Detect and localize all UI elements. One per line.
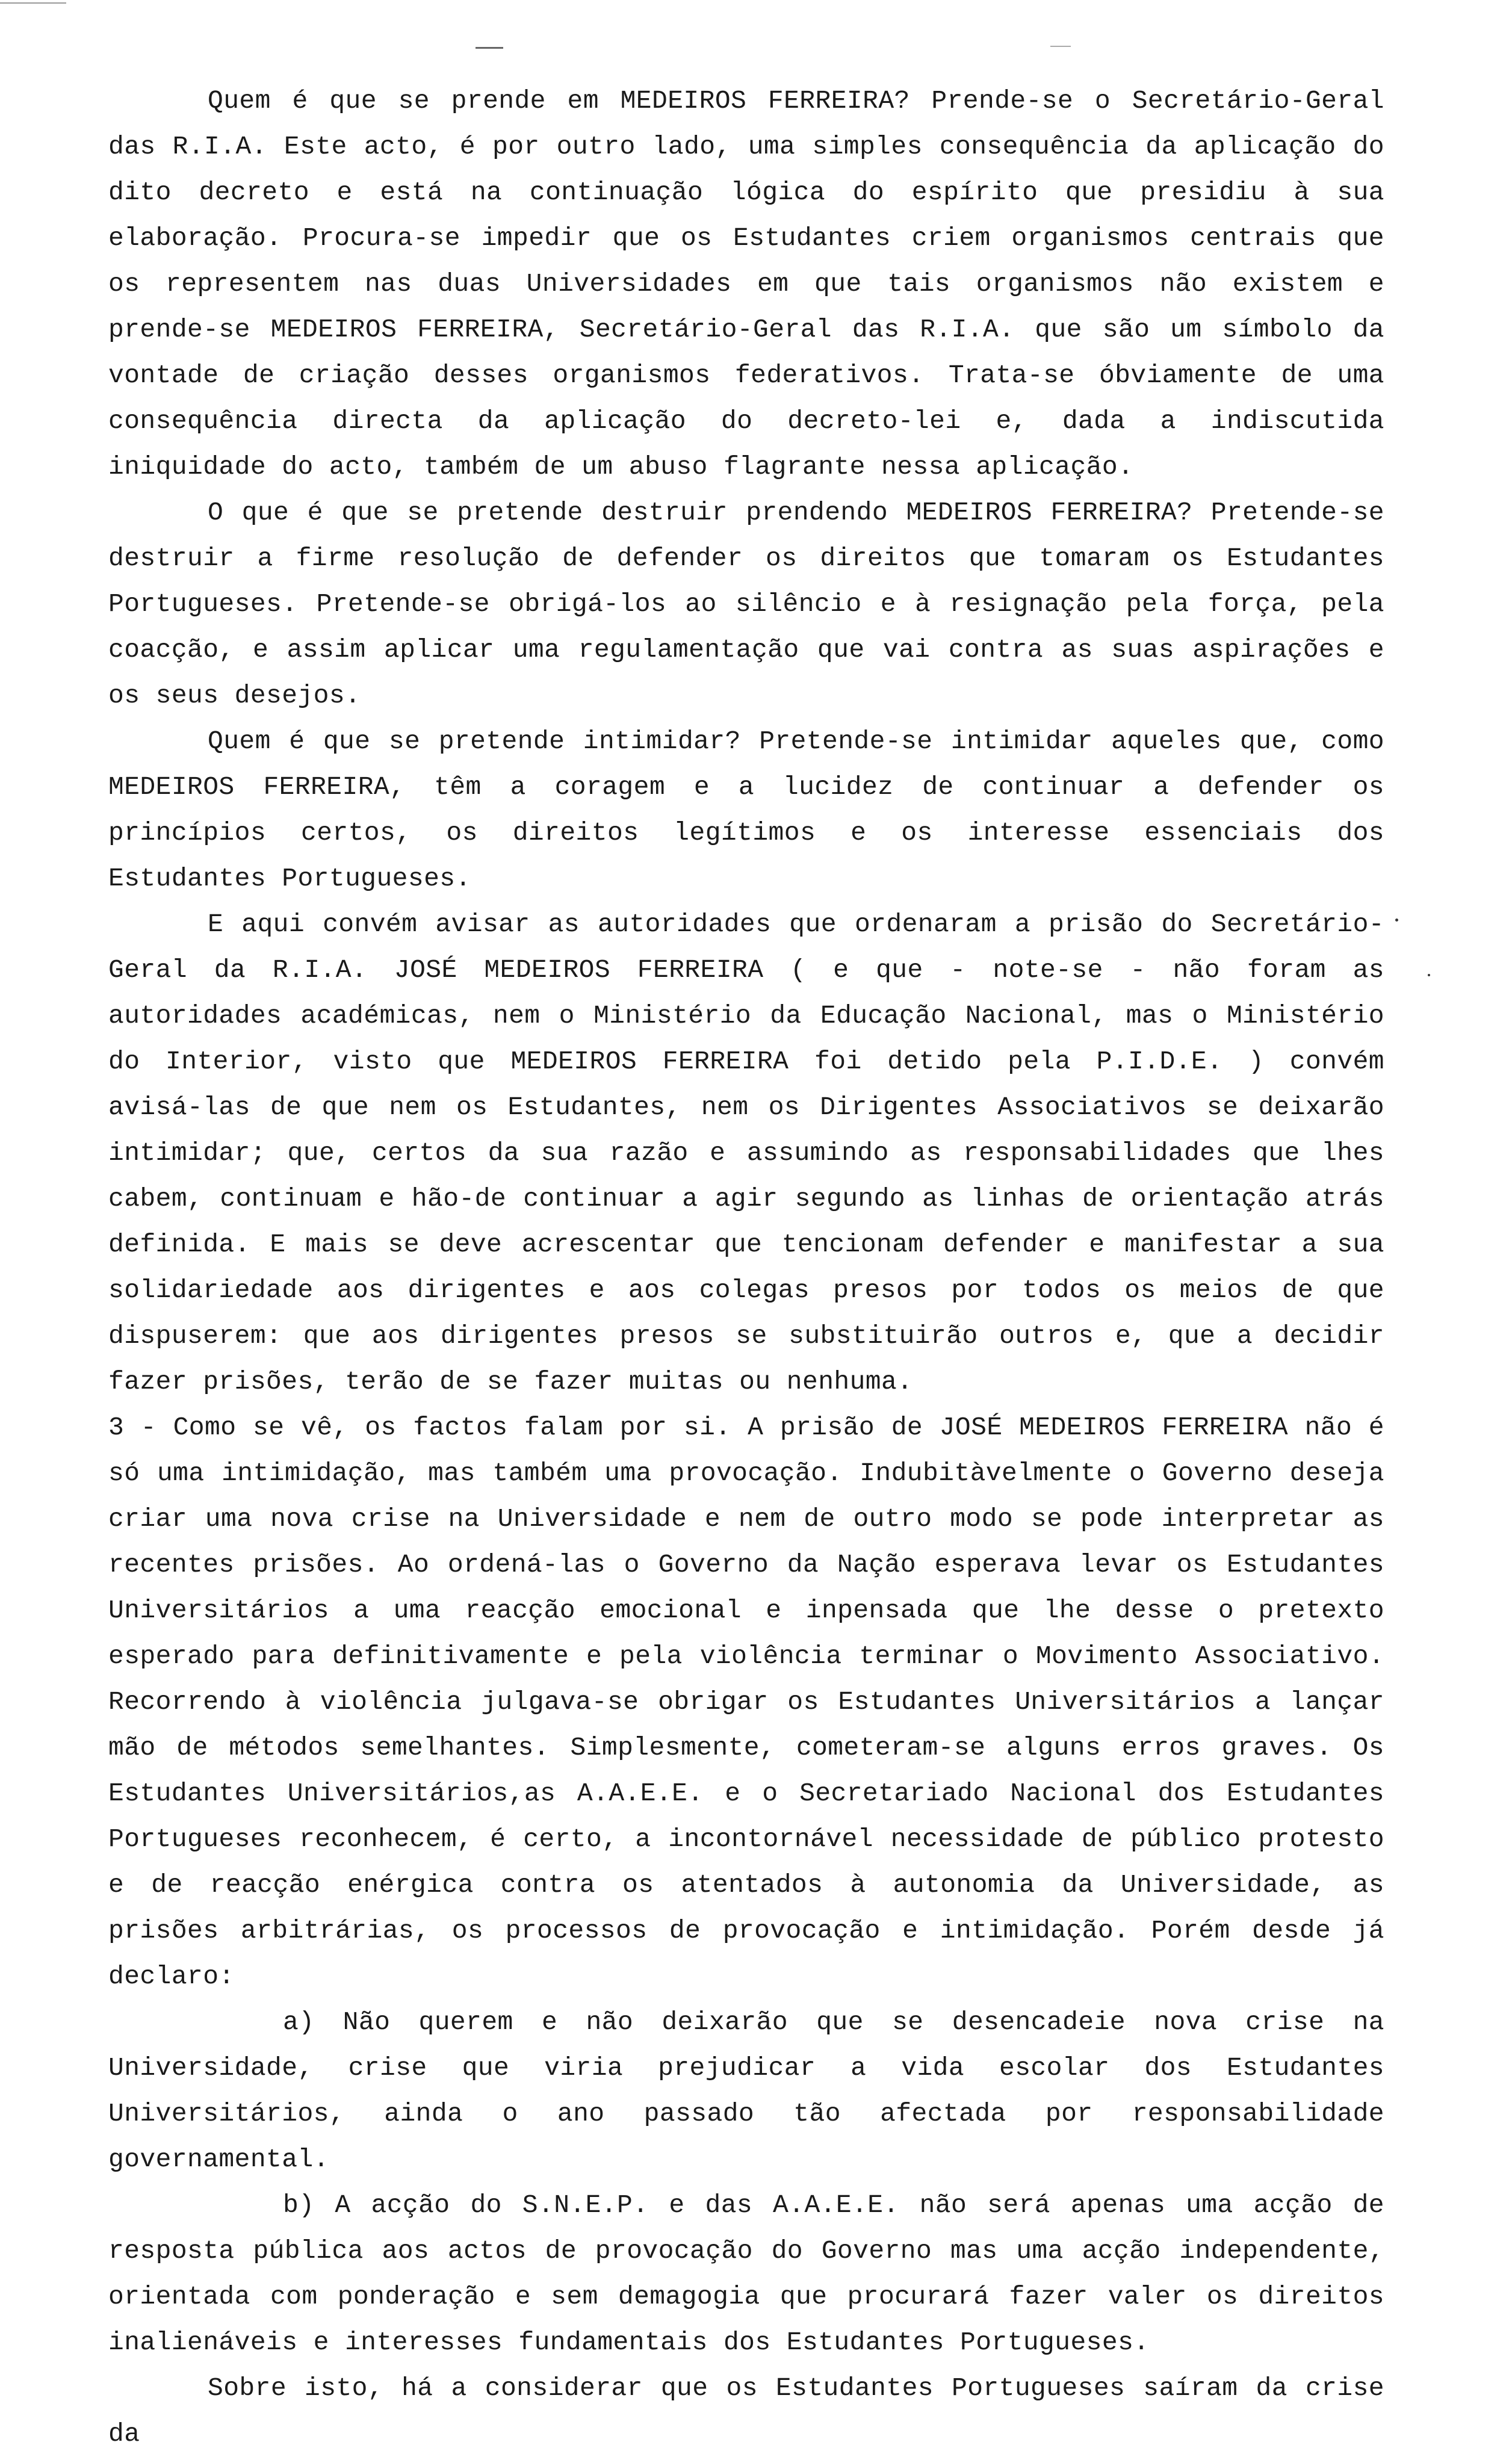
scan-speck [1395,919,1398,922]
paragraph-2: O que é que se pretende destruir prendendo MEDEIROS FERREIRA? Pretende-se destruir a firme resolução de defender os direitos que tomaram os Estudantes Portugueses. Pretende-se obrigá-los ao silêncio e à resignação pela força, pela coacção, e assim aplicar uma regulamentação que vai contra as suas aspirações e os seus desejos. [108,498,1384,710]
paragraph-1: Quem é que se prende em MEDEIROS FERREIRA? Prende-se o Secretário-Geral das R.I.A. Este acto, é por outro lado, uma simples consequência da aplicação do dito decreto e está na continuação lógica do espírito que presidiu à sua elaboração. Procura-se impedir que os Estudantes criem organismos centrais que os representem nas duas Universidades em que tais organismos não existem e prende-se MEDEIROS FERREIRA, Secretário-Geral das R.I.A. que são um símbolo da vontade de criação desses organismos federativos. Trata-se óbviamente de uma consequência directa da aplicação do decreto-lei e, dada a indiscutida iniquidade do acto, também de um abuso flagrante nessa aplicação. [108,86,1384,482]
paragraph-5: 3 - Como se vê, os factos falam por si. A prisão de JOSÉ MEDEIROS FERREIRA não é só uma intimidação, mas também uma provocação. Indubitàvelmente o Governo deseja criar uma nova crise na Universidade e nem de outro modo se pode interpretar as recentes prisões. Ao ordená-las o Governo da Nação esperava levar os Estudantes Universitários a uma reacção emocional e inpensada que lhe desse o pretexto esperado para definitivamente e pela violência terminar o Movimento Associativo. Recorrendo à violência julgava-se obrigar os Estudantes Universitários a lançar mão de métodos semelhantes. Simplesmente, cometeram-se alguns erros graves. Os Estudantes Universitários,as A.A.E.E. e o Secretariado Nacional dos Estudantes Portugueses reconhecem, é certo, a incontornável necessidade de público protesto e de reacção enérgica contra os atentados à autonomia da Universidade, as prisões arbitrárias, os processos de provocação e intimidação. Porém desde já declaro: [108,1413,1384,1991]
top-right-mark [1050,46,1071,47]
list-item-b: b) A acção do S.N.E.P. e das A.A.E.E. não será apenas uma acção de resposta pública aos actos de provocação do Governo mas uma acção independente, orientada com ponderação e sem demagogia que procurará fazer valer os direitos inalienáveis e interesses fundamentais dos Estudantes Portugueses. [108,2190,1384,2357]
scan-speck [1428,974,1430,976]
paragraph-3: Quem é que se pretende intimidar? Pretende-se intimidar aqueles que, como MEDEIROS FERREIRA, têm a coragem e a lucidez de continuar a defender os princípios certos, os direitos legítimos e os interesse essenciais dos Estudantes Portugueses. [108,727,1384,893]
document-text [108,78,1384,2457]
top-scan-mark [0,2,66,4]
paragraph-closing: Sobre isto, há a considerar que os Estudantes Portugueses saíram da crise da [108,2373,1384,2449]
top-center-mark [476,47,503,49]
paragraph-4: E aqui convém avisar as autoridades que ordenaram a prisão do Secretário-Geral da R.I.A. JOSÉ MEDEIROS FERREIRA ( e que - note-se - não foram as autoridades académicas, nem o Ministério da Educação Nacional, mas o Ministério do Interior, visto que MEDEIROS FERREIRA foi detido pela P.I.D.E. ) convém avisá-las de que nem os Estudantes, nem os Dirigentes Associativos se deixarão intimidar; que, certos da sua razão e assumindo as responsabilidades que lhes cabem, continuam e hão-de continuar a agir segundo as linhas de orientação atrás definida. E mais se deve acrescentar que tencionam defender e manifestar a sua solidariedade aos dirigentes e aos colegas presos por todos os meios de que dispuserem: que aos dirigentes presos se substituirão outros e, que a decidir fazer prisões, terão de se fazer muitas ou nenhuma. [108,909,1384,1396]
list-item-a: a) Não querem e não deixarão que se desencadeie nova crise na Universidade, crise que viria prejudicar a vida escolar dos Estudantes Universitários, ainda o ano passado tão afectada por responsabilidade governamental. [108,2007,1384,2174]
